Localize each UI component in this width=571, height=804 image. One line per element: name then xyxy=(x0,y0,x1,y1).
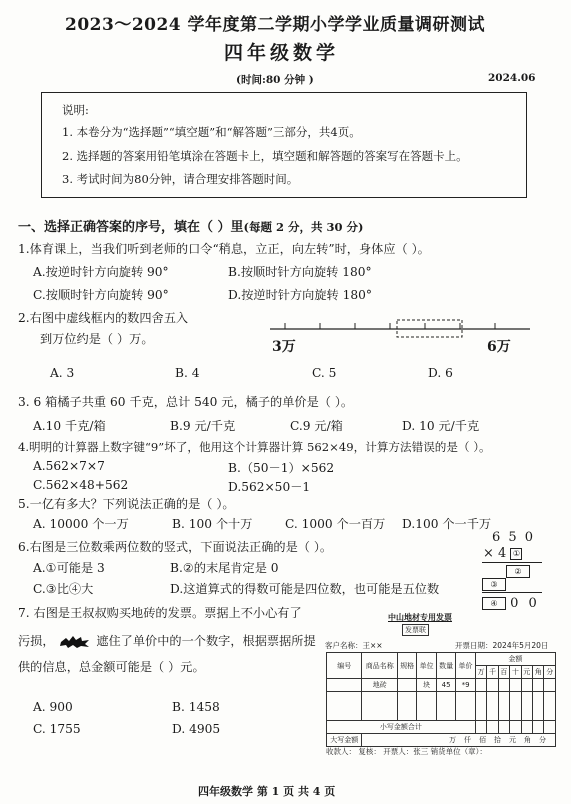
uppercase-amount-label: 大写金额 xyxy=(327,734,362,747)
ink-blot-icon xyxy=(58,635,92,649)
box-3: ③ xyxy=(482,578,506,591)
instruction-item: 1. 本卷分为“选择题”“填空题”和“解答题”三部分，共4页。 xyxy=(62,125,361,139)
q3-option-a[interactable]: A.10 千克/箱 xyxy=(33,419,106,433)
number-line-label-left: 3万 xyxy=(272,339,296,355)
q5-option-d[interactable]: D.100 个一千万 xyxy=(402,517,492,531)
invoice-footer: 收款人： 复核： 开票人：张三 销货单位（章）： xyxy=(326,747,487,756)
multiplication-rule xyxy=(482,592,542,593)
amount-digit: 元 xyxy=(521,666,532,679)
q6-option-d[interactable]: D.这道算式的得数可能是四位数，也可能是五位数 xyxy=(170,582,440,596)
number-line-label-right: 6万 xyxy=(487,339,511,355)
q4-option-a[interactable]: A.562×7×7 xyxy=(33,459,105,473)
q4-option-c[interactable]: C.562×48+562 xyxy=(33,478,129,492)
col-header: 单价 xyxy=(456,653,475,679)
amount-digit: 十 xyxy=(510,666,521,679)
q5-option-c[interactable]: C. 1000 个一百万 xyxy=(285,517,386,531)
amount-digit: 万 xyxy=(475,666,486,679)
instructions-heading: 说明: xyxy=(62,103,89,117)
q3-option-c[interactable]: C.9 元/箱 xyxy=(290,419,343,433)
question-3-stem: 3. 6 箱橘子共重 60 千克，总计 540 元，橘子的单价是（ ）。 xyxy=(18,395,354,409)
box-4: ④ xyxy=(482,597,506,610)
box-2: ② xyxy=(506,565,530,578)
col-header: 单位 xyxy=(417,653,436,679)
col-header: 金额 xyxy=(475,653,555,666)
invoice-date: 开票日期：2024年5月20日 xyxy=(455,641,549,650)
invoice-customer: 客户名称：王×× xyxy=(325,641,383,650)
q2-option-d[interactable]: D. 6 xyxy=(428,366,453,380)
q6-option-c[interactable]: C.③比④大 xyxy=(33,582,94,596)
exam-title: 2023～2024 学年度第二学期小学学业质量调研测试 xyxy=(65,15,486,35)
q7-option-d[interactable]: D. 4905 xyxy=(172,722,221,736)
q6-option-b[interactable]: B.②的末尾肯定是 0 xyxy=(170,561,279,575)
amount-digit: 角 xyxy=(532,666,543,679)
invoice-stamp: 发票联 xyxy=(402,624,429,636)
product-row: ④ 0 0 xyxy=(482,596,540,611)
q7-option-a[interactable]: A. 900 xyxy=(33,700,73,714)
amount-digit: 分 xyxy=(544,666,556,679)
item-name: 地砖 xyxy=(362,679,397,692)
box-1: ① xyxy=(510,548,522,560)
col-header: 商品名称 xyxy=(362,653,397,679)
q7-option-c[interactable]: C. 1755 xyxy=(33,722,81,736)
multiplier: × 4 ① xyxy=(483,546,522,561)
q4-option-b[interactable]: B.（50－1）×562 xyxy=(228,461,335,475)
q7-option-b[interactable]: B. 1458 xyxy=(172,700,220,714)
question-1-stem: 1.体育课上，当我们听到老师的口令“稍息，立正，向左转”时，身体应（ ）。 xyxy=(18,242,430,256)
q1-option-d[interactable]: D.按逆时针方向旋转 180° xyxy=(228,288,372,302)
q4-option-d[interactable]: D.562×50－1 xyxy=(228,480,311,494)
multiplicand: 6 5 0 xyxy=(492,530,536,545)
question-7-line1: 7. 右图是王叔叔购买地砖的发票。票据上不小心有了 xyxy=(18,606,302,620)
q3-option-b[interactable]: B.9 元/千克 xyxy=(170,419,236,433)
multiplication-rule xyxy=(482,562,542,563)
item-quantity: 45 xyxy=(436,679,455,692)
q5-option-a[interactable]: A. 10000 个一万 xyxy=(33,517,129,531)
question-5-stem: 5.一亿有多大？下列说法正确的是（ ）。 xyxy=(18,497,235,511)
q1-option-b[interactable]: B.按顺时针方向旋转 180° xyxy=(228,265,372,279)
instruction-item: 2. 选择题的答案用铅笔填涂在答题卡上，填空题和解答题的答案写在答题卡上。 xyxy=(62,149,468,163)
uppercase-amount-units: 万仟佰拾元角分 xyxy=(362,734,556,747)
item-unit: 块 xyxy=(417,679,436,692)
invoice-table xyxy=(326,652,556,747)
question-2-stem-cont: 到万位约是（ ）万。 xyxy=(40,332,154,346)
question-6-stem: 6.右图是三位数乘两位数的竖式，下面说法正确的是（ ）。 xyxy=(18,540,333,554)
subtotal-label: 小写金额合计 xyxy=(327,721,476,734)
question-7-line3: 供的信息，总金额可能是（ ）元。 xyxy=(18,660,205,674)
q3-option-d[interactable]: D. 10 元/千克 xyxy=(402,419,480,433)
invoice-title: 中山地材专用发票 xyxy=(388,613,452,622)
q6-option-a[interactable]: A.①可能是 3 xyxy=(33,561,105,575)
item-price: *9 xyxy=(456,679,475,692)
col-header: 规格 xyxy=(397,653,416,679)
q2-option-a[interactable]: A. 3 xyxy=(50,366,75,380)
page-footer: 四年级数学 第 1 页 共 4 页 xyxy=(198,785,336,798)
amount-digit: 百 xyxy=(498,666,509,679)
q1-option-a[interactable]: A.按逆时针方向旋转 90° xyxy=(33,265,169,279)
time-note: (时间:80 分钟 ) xyxy=(236,74,314,86)
col-header: 编号 xyxy=(327,653,362,679)
q2-option-b[interactable]: B. 4 xyxy=(175,366,200,380)
col-header: 数量 xyxy=(436,653,455,679)
exam-date: 2024.06 xyxy=(488,72,536,84)
question-2-stem: 2.右图中虚线框内的数四舍五入 xyxy=(18,311,189,325)
exam-subtitle: 四年级数学 xyxy=(224,42,340,64)
q1-option-c[interactable]: C.按顺时针方向旋转 90° xyxy=(33,288,169,302)
q5-option-b[interactable]: B. 100 个十万 xyxy=(172,517,253,531)
section-heading: 一、选择正确答案的序号，填在（ ）里(每题 2 分，共 30 分) xyxy=(18,220,364,235)
question-4-stem: 4.明明的计算器上数字键“9”坏了，他用这个计算器计算 562×49，计算方法错误的是（ ）。 xyxy=(18,440,491,454)
amount-digit: 千 xyxy=(487,666,498,679)
instruction-item: 3. 考试时间为80分钟，请合理安排答题时间。 xyxy=(62,172,299,186)
question-7-line2: 污损， 遮住了单价中的一个数字，根据票据所提 xyxy=(18,634,316,648)
q2-option-c[interactable]: C. 5 xyxy=(312,366,337,380)
